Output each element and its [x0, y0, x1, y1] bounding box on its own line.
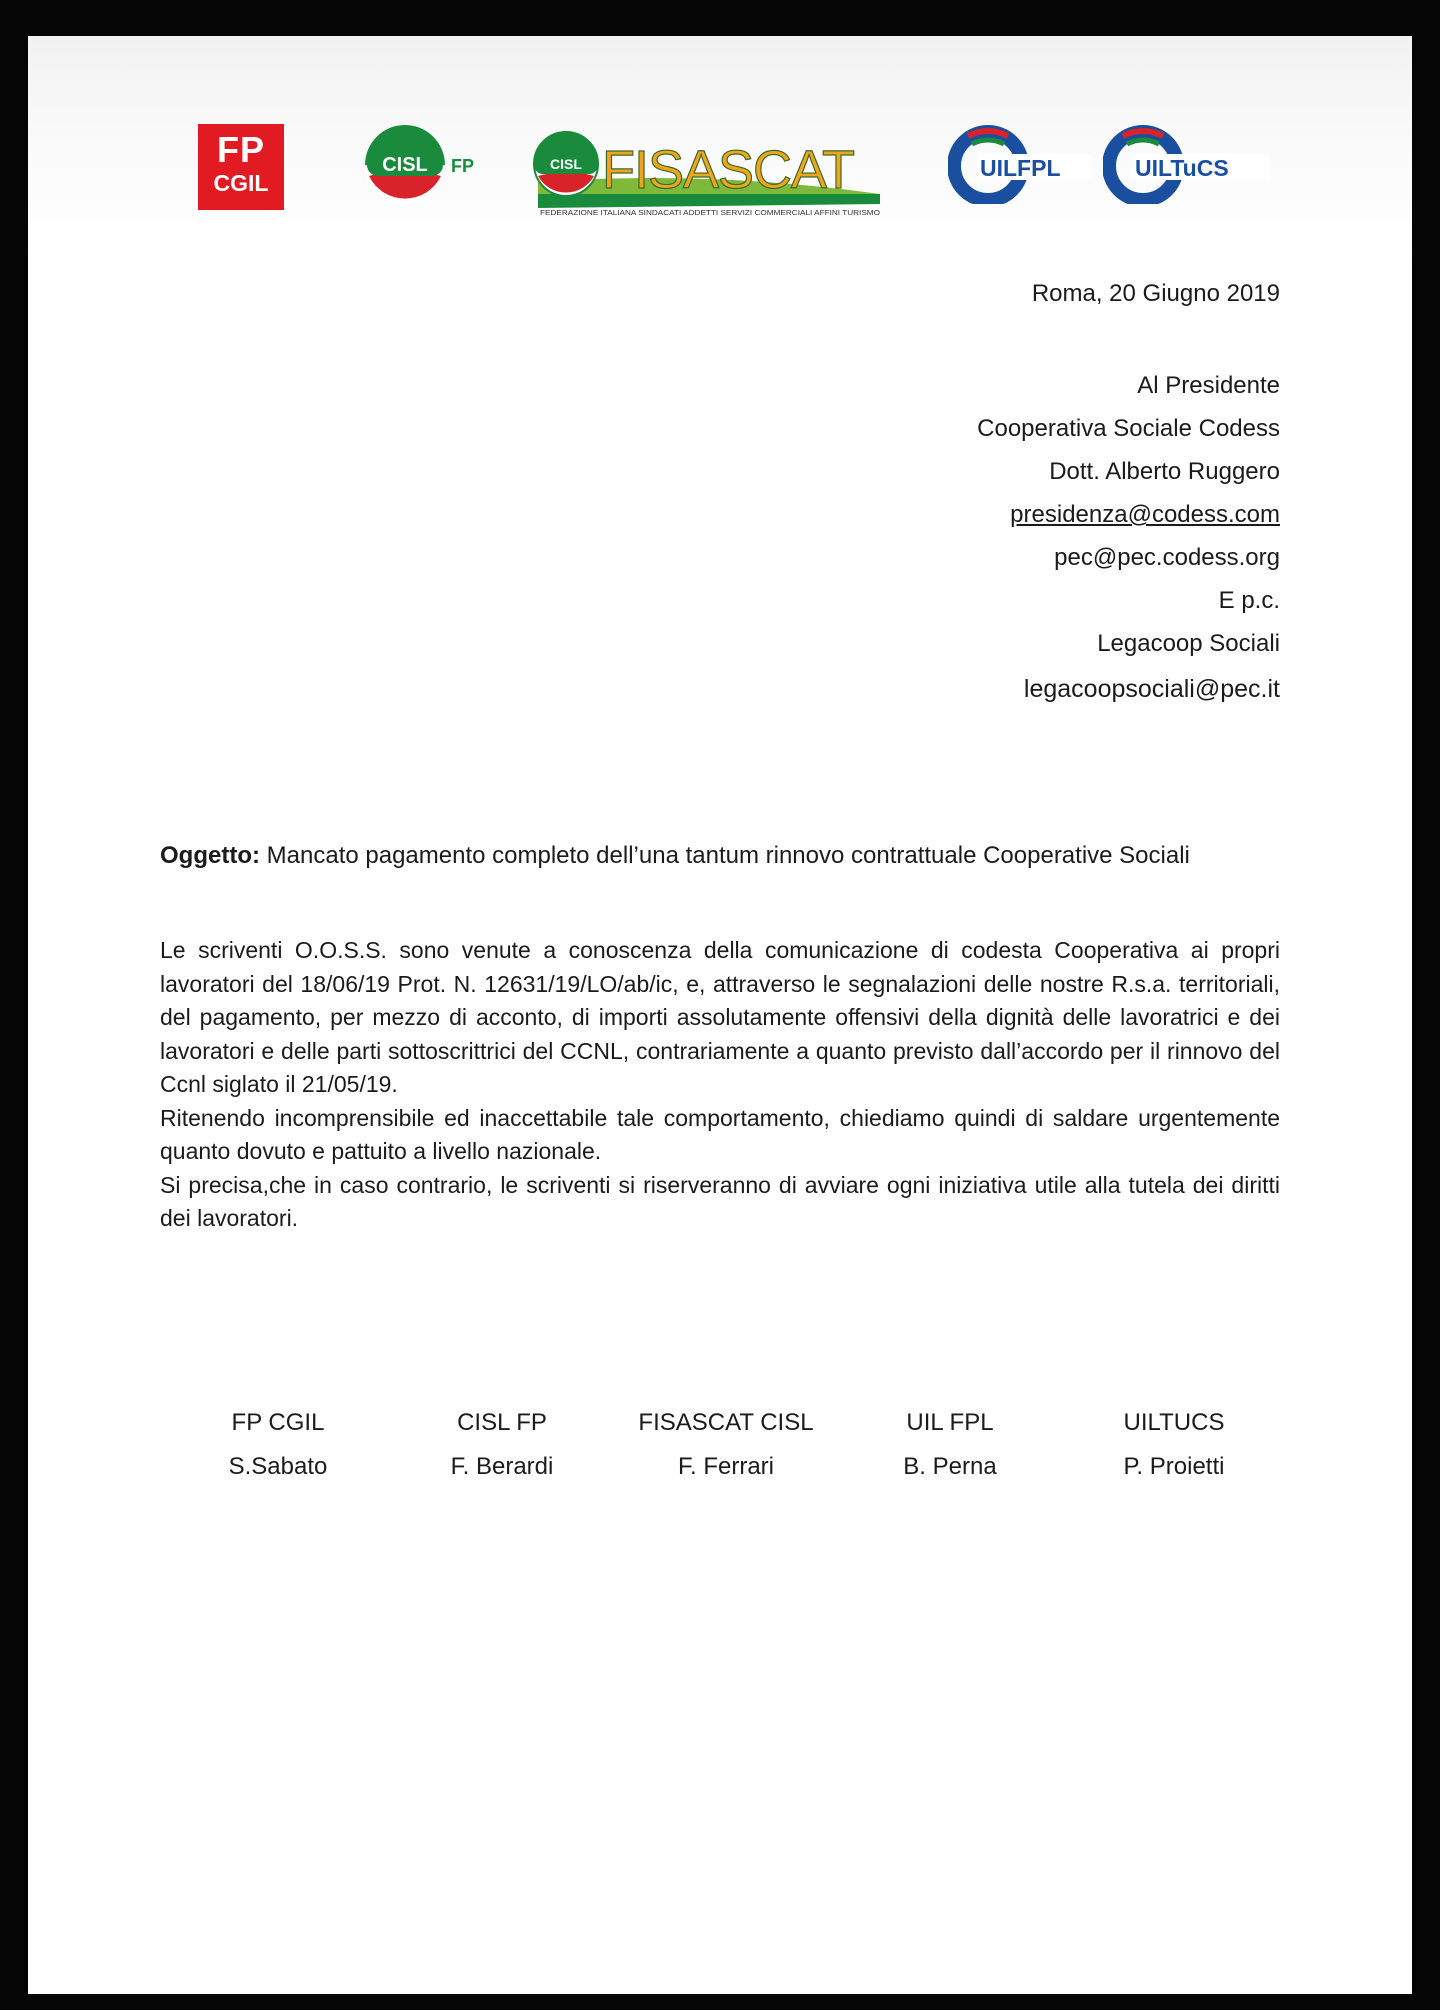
body-paragraph: Le scriventi O.O.S.S. sono venute a conoscenza della comunicazione di codesta Cooperativa ai propri lavoratori del 18/06/19 Prot. N. 12631/19/LO/ab/ic, e, attraverso le segnalazioni delle nostre R.s.a. territoriali, del pagamento, per mezzo di acconto, di importi assolutamente offensivi della dignità delle lavoratrici e dei lavoratori e delle parti sottoscrittrici del CCNL, contrariamente a quanto previsto dall’accordo per il rinnovo del Ccnl siglato il 21/05/19.: [160, 937, 1280, 1097]
recipient-line: Dott. Alberto Ruggero: [1049, 458, 1280, 485]
subject-text: Mancato pagamento completo dell’una tantum rinnovo contrattuale Cooperative Sociali: [259, 842, 1190, 869]
fisascat-logo: [530, 124, 890, 216]
recipient-line: E p.c.: [1218, 587, 1280, 614]
recipient-pec: pec@pec.codess.org: [1054, 544, 1280, 571]
signature-org: FP CGIL: [231, 1409, 325, 1436]
cisl-fp-logo: [363, 124, 493, 206]
letter-body: [160, 934, 1280, 1236]
letter-date: Roma, 20 Giugno 2019: [1031, 280, 1280, 307]
signature-org: CISL FP: [457, 1409, 547, 1436]
body-paragraph: Ritenendo incomprensibile ed inaccettabile tale comportamento, chiediamo quindi di saldare urgentemente quanto dovuto e pattuito a livello nazionale.: [160, 1104, 1280, 1164]
signature-fp-cgil: [178, 1401, 378, 1489]
signature-name: B. Perna: [903, 1453, 997, 1480]
signature-fisascat-cisl: [626, 1401, 826, 1489]
uiltucs-logo: [1103, 124, 1273, 204]
letter-subject: [160, 842, 1280, 870]
subject-label: Oggetto:: [160, 842, 260, 869]
recipient-block: [977, 364, 1280, 711]
svg-text:FP: FP: [451, 156, 475, 176]
signature-name: F. Berardi: [450, 1453, 554, 1480]
signature-cisl-fp: [402, 1401, 602, 1489]
signature-org: UIL FPL: [906, 1409, 994, 1436]
signature-name: F. Ferrari: [678, 1453, 774, 1480]
recipient-pec: legacoopsociali@pec.it: [1023, 675, 1280, 703]
signature-org: FISASCAT CISL: [638, 1409, 814, 1436]
recipient-email-link[interactable]: presidenza@codess.com: [1010, 501, 1280, 528]
svg-text:UILTuCS: UILTuCS: [1135, 155, 1229, 181]
recipient-line: Legacoop Sociali: [1097, 630, 1280, 657]
signature-uil-fpl: [850, 1401, 1050, 1489]
fp-cgil-logo: FP CGIL: [198, 124, 284, 210]
signature-name: S.Sabato: [228, 1453, 328, 1480]
recipient-line: Cooperativa Sociale Codess: [977, 415, 1280, 442]
svg-text:CISL: CISL: [382, 154, 428, 176]
body-paragraph: Si precisa,che in caso contrario, le scriventi si riserveranno di avviare ogni iniziativa utile alla tutela dei diritti dei lavoratori.: [160, 1171, 1280, 1231]
svg-text:CISL: CISL: [550, 156, 582, 172]
signature-name: P. Proietti: [1123, 1453, 1225, 1480]
svg-text:FISASCAT: FISASCAT: [602, 140, 855, 200]
svg-text:FEDERAZIONE ITALIANA SINDACATI: FEDERAZIONE ITALIANA SINDACATI ADDETTI SERVIZI COMMERCIALI AFFINI TURISMO: [540, 210, 881, 216]
svg-text:UILFPL: UILFPL: [980, 155, 1061, 181]
letter-page: [28, 36, 1412, 1994]
signature-uiltucs: [1074, 1401, 1274, 1489]
union-logos: [28, 36, 1412, 266]
signature-block: [178, 1401, 1278, 1491]
uil-fpl-logo: [948, 124, 1093, 204]
signature-org: UILTUCS: [1123, 1409, 1225, 1436]
recipient-line: Al Presidente: [1137, 372, 1280, 399]
